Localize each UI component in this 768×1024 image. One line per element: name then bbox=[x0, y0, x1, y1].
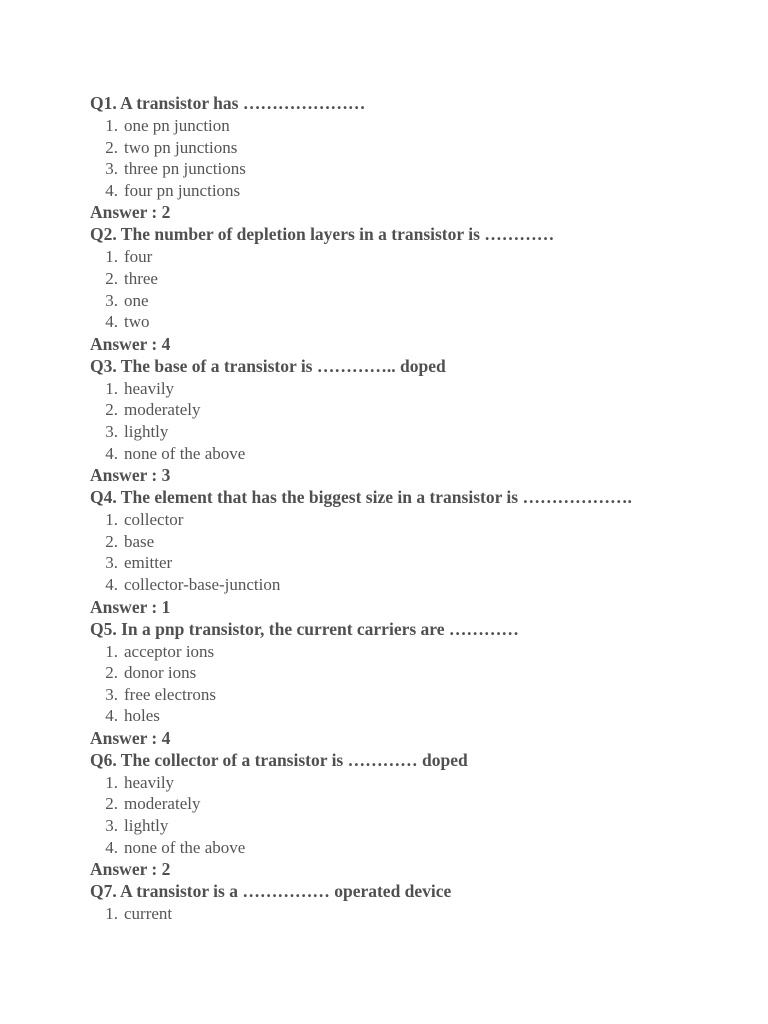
option-item bbox=[90, 684, 750, 706]
option-text: moderately bbox=[124, 794, 201, 814]
option-item bbox=[90, 793, 750, 815]
option-text: collector-base-junction bbox=[124, 574, 281, 594]
option-text: donor ions bbox=[124, 663, 197, 683]
options-list bbox=[90, 772, 750, 858]
option-number: 4 . bbox=[90, 443, 118, 465]
answer-line bbox=[90, 727, 750, 749]
question-text: Q4. The element that has the biggest size in a transistor is ………………. bbox=[90, 487, 632, 508]
option-text: collector bbox=[124, 510, 184, 530]
options-list bbox=[90, 903, 750, 925]
option-item bbox=[90, 662, 750, 684]
options-list bbox=[90, 641, 750, 727]
answer-label: Answer : bbox=[90, 465, 162, 486]
option-number: 4 . bbox=[90, 311, 118, 333]
option-text: current bbox=[124, 904, 173, 924]
answer-value: 4 bbox=[161, 727, 171, 748]
option-text: base bbox=[124, 531, 155, 551]
question-text: Q7. A transistor is a …………… operated device bbox=[90, 881, 452, 902]
answer-line bbox=[90, 858, 750, 880]
document-body bbox=[90, 92, 750, 925]
question-block bbox=[90, 880, 750, 925]
option-item bbox=[90, 180, 750, 202]
question-text: Q5. In a pnp transistor, the current carriers are ………… bbox=[90, 618, 519, 639]
option-item bbox=[90, 531, 750, 553]
option-item bbox=[90, 290, 750, 312]
option-number: 4 . bbox=[90, 837, 118, 859]
option-text: moderately bbox=[124, 400, 201, 420]
option-number: 3 . bbox=[90, 421, 118, 443]
question-block bbox=[90, 486, 750, 617]
option-number: 1 . bbox=[90, 115, 118, 137]
option-item bbox=[90, 421, 750, 443]
option-number: 2 . bbox=[90, 137, 118, 159]
question-block bbox=[90, 223, 750, 354]
question-block bbox=[90, 92, 750, 223]
question-text: Q1. A transistor has ………………… bbox=[90, 93, 366, 113]
answer-value: 1 bbox=[161, 596, 171, 617]
option-item bbox=[90, 509, 750, 531]
question-block bbox=[90, 749, 750, 880]
option-text: emitter bbox=[124, 553, 173, 573]
answer-line bbox=[90, 596, 750, 618]
option-number: 2 . bbox=[90, 268, 118, 290]
option-item bbox=[90, 641, 750, 663]
option-item bbox=[90, 268, 750, 290]
option-number: 2 . bbox=[90, 793, 118, 815]
option-text: four pn junctions bbox=[124, 180, 241, 200]
question-text: Q3. The base of a transistor is ………….. doped bbox=[90, 355, 446, 376]
answer-value: 2 bbox=[161, 202, 171, 223]
option-item bbox=[90, 837, 750, 859]
option-number: 2 . bbox=[90, 399, 118, 421]
answer-line bbox=[90, 464, 750, 486]
option-item bbox=[90, 772, 750, 794]
question-block bbox=[90, 355, 750, 486]
answer-line bbox=[90, 333, 750, 355]
answer-label: Answer : bbox=[90, 727, 162, 748]
option-item bbox=[90, 115, 750, 137]
options-list bbox=[90, 509, 750, 595]
option-number: 2 . bbox=[90, 662, 118, 684]
option-item bbox=[90, 815, 750, 837]
answer-label: Answer : bbox=[90, 333, 162, 354]
option-item bbox=[90, 311, 750, 333]
option-item bbox=[90, 137, 750, 159]
option-number: 3 . bbox=[90, 158, 118, 180]
options-list bbox=[90, 378, 750, 464]
option-text: one bbox=[124, 290, 149, 310]
answer-label: Answer : bbox=[90, 202, 162, 223]
option-text: three pn junctions bbox=[124, 159, 246, 179]
options-list bbox=[90, 115, 750, 201]
answer-value: 3 bbox=[161, 465, 171, 486]
option-text: lightly bbox=[124, 421, 169, 441]
option-text: none of the above bbox=[124, 443, 246, 463]
option-text: none of the above bbox=[124, 837, 246, 857]
option-text: two pn junctions bbox=[124, 137, 238, 157]
option-number: 1 . bbox=[90, 246, 118, 268]
option-text: three bbox=[124, 268, 158, 288]
answer-line bbox=[90, 201, 750, 223]
option-text: heavily bbox=[124, 772, 175, 792]
option-item bbox=[90, 399, 750, 421]
option-item bbox=[90, 574, 750, 596]
option-text: acceptor ions bbox=[124, 641, 215, 661]
option-number: 1 . bbox=[90, 641, 118, 663]
option-text: free electrons bbox=[124, 684, 217, 704]
question-block bbox=[90, 618, 750, 749]
option-item bbox=[90, 246, 750, 268]
option-number: 1 . bbox=[90, 772, 118, 794]
option-number: 3 . bbox=[90, 552, 118, 574]
option-number: 1 . bbox=[90, 903, 118, 925]
option-number: 3 . bbox=[90, 684, 118, 706]
option-item bbox=[90, 903, 750, 925]
answer-label: Answer : bbox=[90, 859, 162, 880]
option-item bbox=[90, 158, 750, 180]
option-text: lightly bbox=[124, 816, 169, 836]
question-text: Q6. The collector of a transistor is ………… doped bbox=[90, 749, 468, 770]
option-text: two bbox=[124, 312, 150, 332]
answer-value: 2 bbox=[161, 859, 171, 880]
option-number: 3 . bbox=[90, 290, 118, 312]
option-text: one pn junction bbox=[124, 116, 230, 135]
answer-label: Answer : bbox=[90, 596, 162, 617]
option-number: 4 . bbox=[90, 574, 118, 596]
option-text: heavily bbox=[124, 378, 175, 398]
option-text: holes bbox=[124, 706, 160, 726]
option-number: 4 . bbox=[90, 180, 118, 202]
option-item bbox=[90, 443, 750, 465]
answer-value: 4 bbox=[161, 333, 171, 354]
option-number: 1 . bbox=[90, 378, 118, 400]
option-item bbox=[90, 552, 750, 574]
option-number: 2 . bbox=[90, 531, 118, 553]
option-number: 4 . bbox=[90, 705, 118, 727]
options-list bbox=[90, 246, 750, 332]
option-text: four bbox=[124, 247, 153, 267]
option-number: 3 . bbox=[90, 815, 118, 837]
option-item bbox=[90, 378, 750, 400]
option-number: 1 . bbox=[90, 509, 118, 531]
option-item bbox=[90, 705, 750, 727]
question-text: Q2. The number of depletion layers in a transistor is ………… bbox=[90, 224, 555, 245]
